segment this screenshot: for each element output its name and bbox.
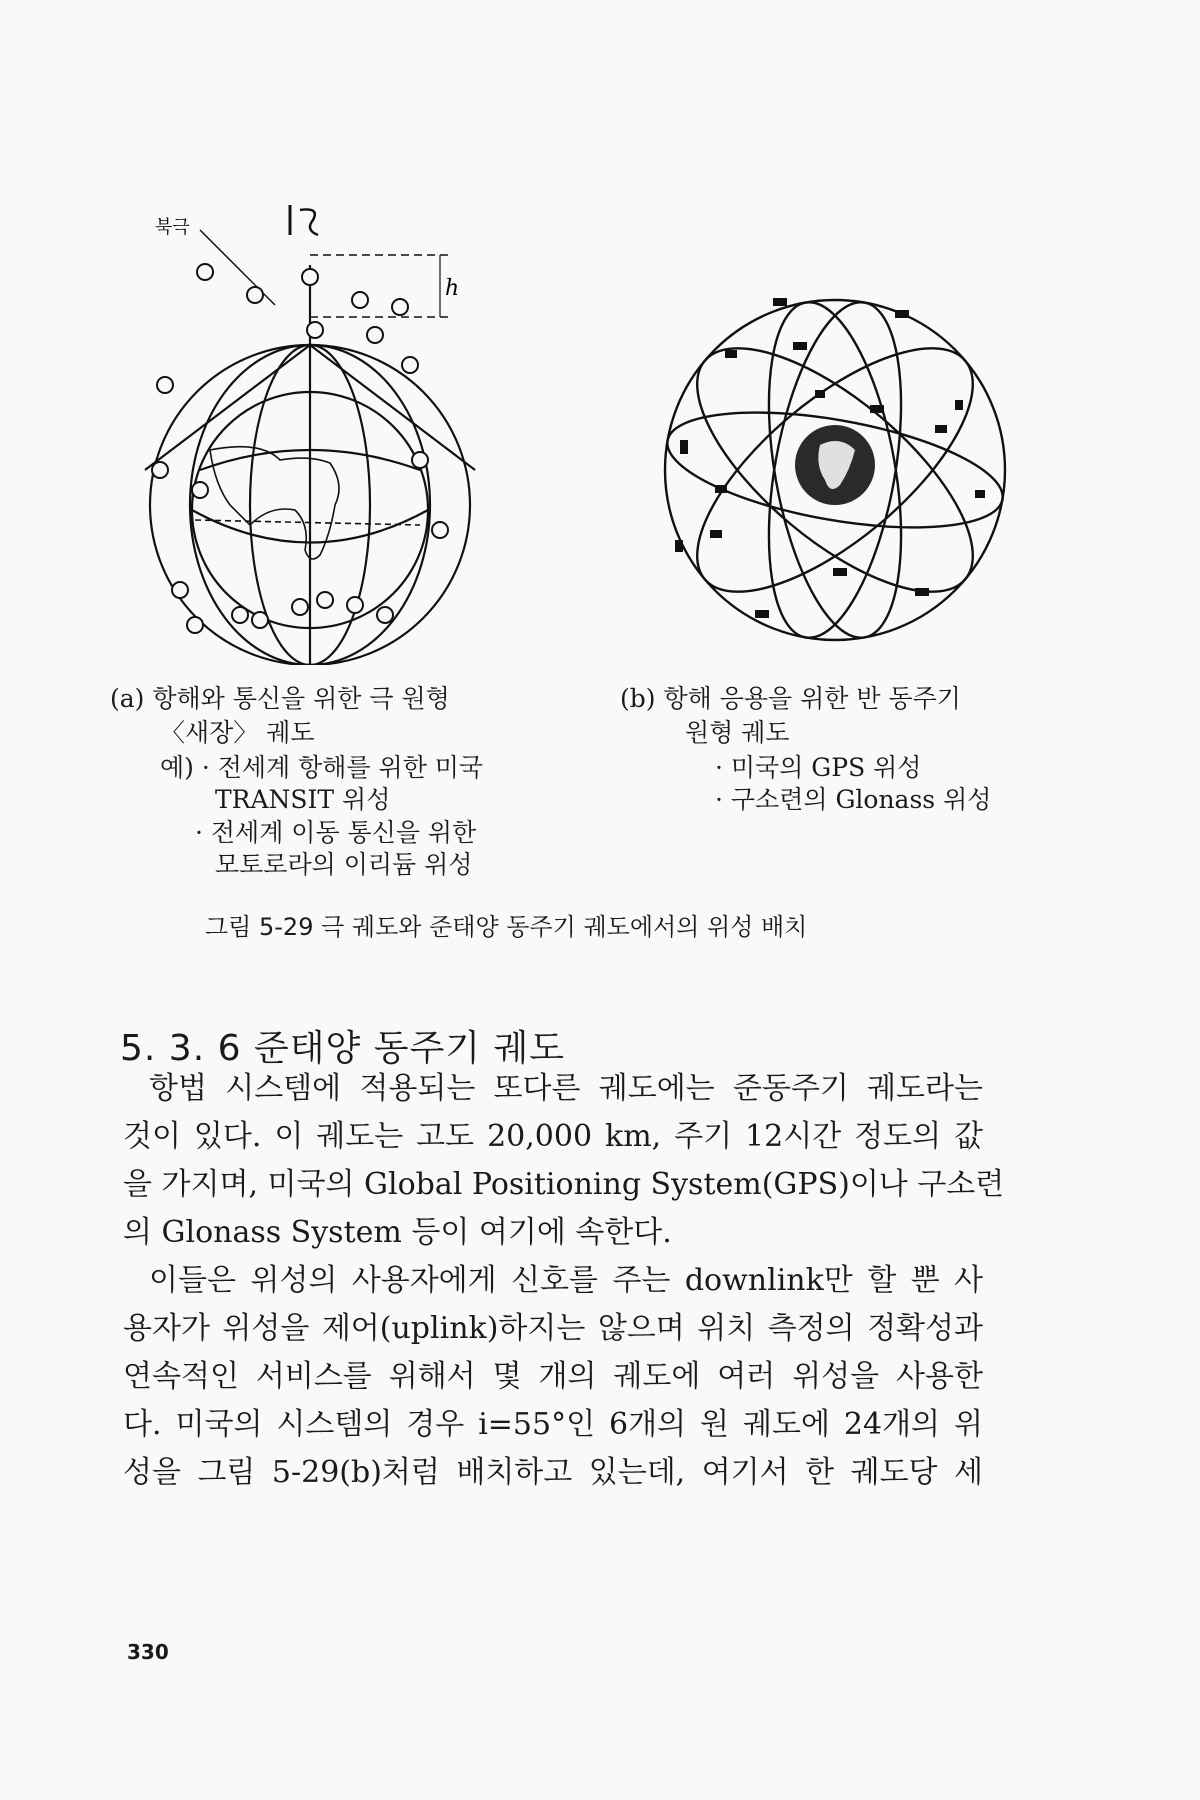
figure-b-caption-line-2: 원형 궤도 xyxy=(685,718,790,747)
figure-b-caption-line-1: (b) 항해 응용을 위한 반 동주기 xyxy=(620,684,961,713)
figure-a-caption-line-5: · 전세계 이동 통신을 위한 xyxy=(195,818,477,847)
north-pole-label: 북극 xyxy=(155,217,190,238)
body-text xyxy=(123,1065,1005,1497)
paragraph-2-line-5: 성을 그림 5-29(b)처럼 배치하고 있는데, 여기서 한 궤도당 세 xyxy=(123,1455,983,1490)
page-number: 330 xyxy=(127,1640,169,1664)
figure-a-caption-line-4: TRANSIT 위성 xyxy=(215,785,391,814)
paragraph-2-line-1: 이들은 위성의 사용자에게 신호를 주는 downlink만 할 뿐 사 xyxy=(149,1263,983,1298)
figure-a-caption-line-3: 예) · 전세계 항해를 위한 미국 xyxy=(160,753,484,782)
paragraph-1-line-2: 것이 있다. 이 궤도는 고도 20,000 km, 주기 12시간 정도의 값 xyxy=(123,1119,983,1154)
gps-constellation-diagram xyxy=(655,270,1015,650)
polar-orbit-diagram xyxy=(120,205,540,665)
paragraph-1-line-4: 의 Glonass System 등이 여기에 속한다. xyxy=(123,1215,672,1250)
figure-a-caption-line-2: 〈새장〉 궤도 xyxy=(160,718,315,747)
altitude-label: h xyxy=(445,276,460,301)
figure-a-caption-line-6: 모토로라의 이리듐 위성 xyxy=(215,850,473,879)
paragraph-2-line-3: 연속적인 서비스를 위해서 몇 개의 궤도에 여러 위성을 사용한 xyxy=(123,1359,983,1394)
figure-a-caption-line-1: (a) 항해와 통신을 위한 극 원형 xyxy=(110,684,450,713)
paragraph-1-line-3: 을 가지며, 미국의 Global Positioning System(GPS)이나 구소련 xyxy=(123,1167,1005,1202)
section-heading: 5. 3. 6 준태양 동주기 궤도 xyxy=(120,1028,566,1069)
figure-b-caption-line-3: · 미국의 GPS 위성 xyxy=(715,753,922,782)
paragraph-2-line-2: 용자가 위성을 제어(uplink)하지는 않으며 위치 측정의 정확성과 xyxy=(123,1311,983,1346)
figure-caption: 그림 5-29 극 궤도와 준태양 동주기 궤도에서의 위성 배치 xyxy=(205,913,808,941)
paragraph-2-line-4: 다. 미국의 시스템의 경우 i=55°인 6개의 원 궤도에 24개의 위 xyxy=(123,1407,983,1442)
figure-b-caption-line-4: · 구소련의 Glonass 위성 xyxy=(715,785,992,814)
paragraph-1-line-1: 항법 시스템에 적용되는 또다른 궤도에는 준동주기 궤도라는 xyxy=(149,1071,983,1106)
